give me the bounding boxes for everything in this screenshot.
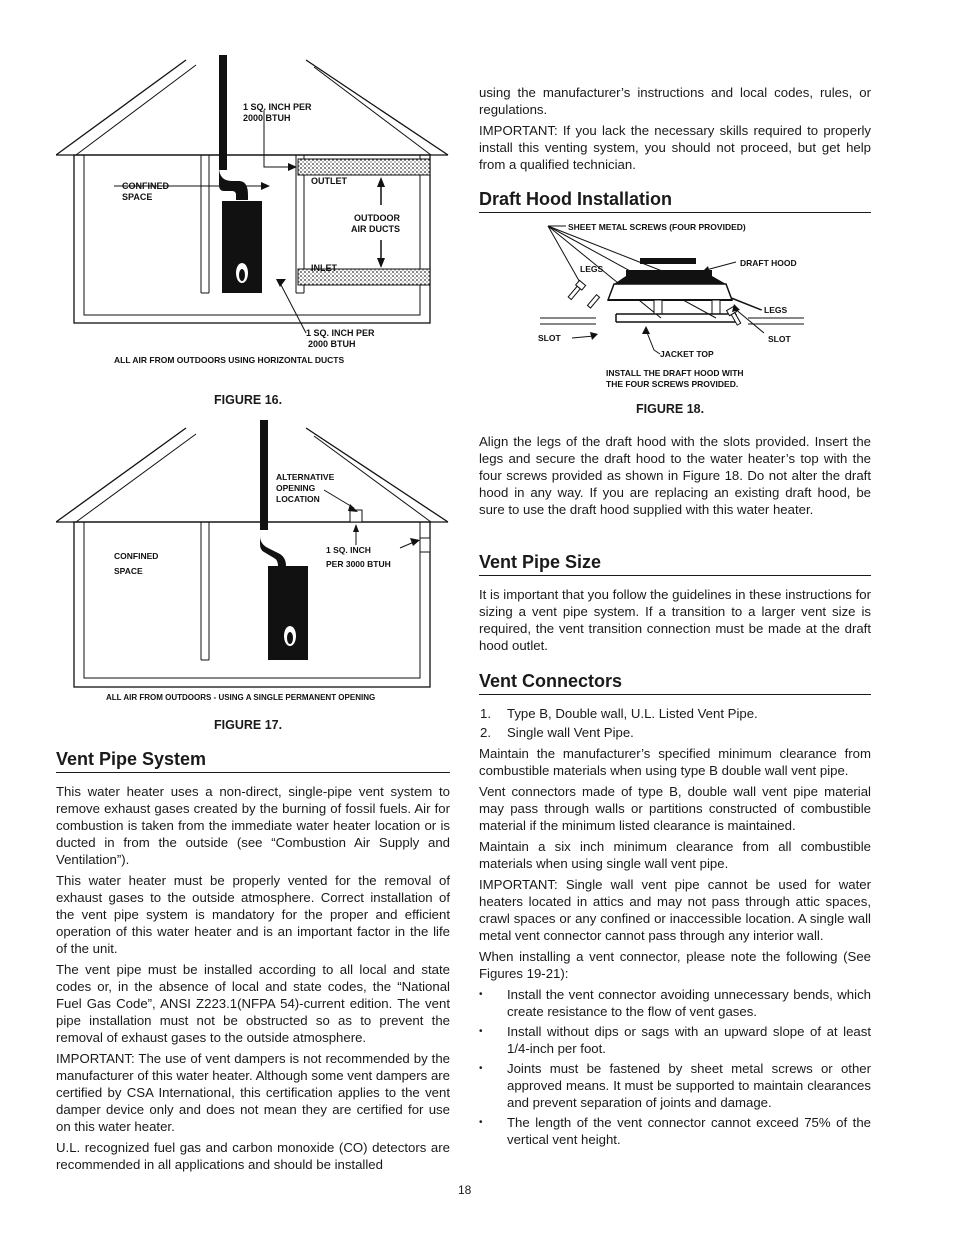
fig18-label-drafthood: DRAFT HOOD bbox=[740, 258, 797, 268]
paragraph: using the manufacturer’s instructions and local codes, rules, or regulations. bbox=[479, 85, 871, 117]
fig17-label-space: SPACE bbox=[114, 566, 143, 576]
figure-16-diagram bbox=[56, 55, 456, 375]
paragraph: This water heater uses a non-direct, single-pipe vent system to remove exhaust gases created by the burning of fossil fuels. Air for combustion is taken from the immediate water heater location or is ducted in from the outside (see “Combustion Air Supply and Ventilation”). bbox=[56, 784, 450, 867]
paragraph: This water heater must be properly vented for the removal of exhaust gases to the outside atmosphere. Correct installation of the vent pipe system is mandatory for the proper and efficient operation of this water heater and is an important factor in the life of the unit. bbox=[56, 873, 450, 956]
fig18-label-install2: THE FOUR SCREWS PROVIDED. bbox=[606, 379, 739, 389]
fig16-label-top: 1 SQ. INCH PER bbox=[243, 102, 312, 112]
fig18-label-slot2: SLOT bbox=[768, 334, 791, 344]
list-item: • Install the vent connector avoiding unnecessary bends, which create resistance to the flow of vent gases. bbox=[479, 986, 871, 1020]
fig18-label-screws: SHEET METAL SCREWS (FOUR PROVIDED) bbox=[568, 222, 746, 232]
fig16-label-confined: CONFINED bbox=[122, 181, 169, 191]
paragraph: U.L. recognized fuel gas and carbon monoxide (CO) detectors are recommended in all applications and should be installed bbox=[56, 1140, 450, 1172]
intro-section bbox=[479, 84, 871, 177]
list-item: 1. Type B, Double wall, U.L. Listed Vent Pipe. bbox=[480, 706, 758, 721]
vent-pipe-system-section bbox=[56, 748, 450, 1177]
paragraph: IMPORTANT: The use of vent dampers is not recommended by the manufacturer of this water heater. Although some vent dampers are certified by CSA International, this certification applies to the vent damper device only and does not mean they are certified for use on this water heater. bbox=[56, 1051, 450, 1134]
figure-16-caption: FIGURE 16. bbox=[214, 393, 283, 407]
paragraph: Maintain a six inch minimum clearance from all combustible materials when using single wall vent pipe. bbox=[479, 839, 871, 871]
paragraph: IMPORTANT: Single wall vent pipe cannot be used for water heaters located in attics and may not pass through attic spaces, crawl spaces or any confined or inaccessible location. A single wall metal vent connector cannot pass through any interior wall. bbox=[479, 877, 871, 943]
paragraph: It is important that you follow the guidelines in these instructions for sizing a vent pipe system. If a transition to a larger vent size is required, the vent transition connection must be made at the draft hood outlet. bbox=[479, 587, 871, 653]
fig17-label-alt1: ALTERNATIVE bbox=[276, 472, 335, 482]
fig16-label-bottom2: 2000 BTUH bbox=[308, 339, 356, 349]
page-number: 18 bbox=[458, 1183, 472, 1197]
fig18-label-install1: INSTALL THE DRAFT HOOD WITH bbox=[606, 368, 744, 378]
fig16-label-inlet: INLET bbox=[311, 263, 337, 273]
fig16-label-airducts: AIR DUCTS bbox=[351, 224, 400, 234]
fig16-label-bottom: 1 SQ. INCH PER bbox=[306, 328, 375, 338]
fig16-label-outdoor: OUTDOOR bbox=[354, 213, 400, 223]
paragraph: Vent connectors made of type B, double wall vent pipe material may pass through walls or partitions constructed of combustible material if the minimum listed clearance is maintained. bbox=[479, 784, 871, 833]
draft-hood-text bbox=[479, 433, 871, 522]
connector-bullets bbox=[479, 986, 871, 1148]
figure-18-diagram bbox=[536, 218, 836, 393]
vent-pipe-size-section bbox=[479, 551, 871, 658]
paragraph: When installing a vent connector, please note the following (See Figures 19-21): bbox=[479, 949, 871, 981]
fig17-label-sq2: PER 3000 BTUH bbox=[326, 559, 391, 569]
list-item: • The length of the vent connector cannot exceed 75% of the vertical vent height. bbox=[479, 1114, 871, 1148]
fig17-label-confined: CONFINED bbox=[114, 551, 159, 561]
fig16-label-space: SPACE bbox=[122, 192, 153, 202]
vent-pipe-size-heading: Vent Pipe Size bbox=[479, 551, 871, 576]
paragraph: Align the legs of the draft hood with the slots provided. Insert the legs and secure the draft hood to the water heater’s top with the four screws provided as shown in Figure 18. Do not alter the draft hood in any way. If you are replacing an existing draft hood, be sure to use the draft hood supplied with this water heater. bbox=[479, 434, 871, 517]
vent-connectors-heading: Vent Connectors bbox=[479, 670, 871, 695]
fig18-label-legs: LEGS bbox=[580, 264, 604, 274]
fig17-label-all: ALL AIR FROM OUTDOORS - USING A SINGLE PERMANENT OPENING bbox=[106, 693, 376, 702]
draft-hood-heading-block bbox=[479, 188, 871, 213]
paragraph: The vent pipe must be installed according to all local and state codes or, in the absence of local and state codes, the “National Fuel Gas Code”, ANSI Z223.1(NFPA 54)-current edition. The vent pipe installation must not be obstructed so as to prevent the removal of exhaust gases to the outside atmosphere. bbox=[56, 962, 450, 1045]
draft-hood-heading: Draft Hood Installation bbox=[479, 188, 871, 213]
fig18-label-jacket: JACKET TOP bbox=[660, 349, 714, 359]
paragraph: IMPORTANT: If you lack the necessary skills required to properly install this venting system, you should not proceed, but get help from a qualified technician. bbox=[479, 123, 871, 172]
list-item: 2. Single wall Vent Pipe. bbox=[480, 725, 634, 740]
fig17-label-alt3: LOCATION bbox=[276, 494, 320, 504]
list-item: • Install without dips or sags with an upward slope of at least 1/4-inch per foot. bbox=[479, 1023, 871, 1057]
figure-17-diagram bbox=[56, 420, 456, 705]
connector-type-list bbox=[479, 705, 871, 741]
fig18-label-slot: SLOT bbox=[538, 333, 561, 343]
vent-pipe-system-heading: Vent Pipe System bbox=[56, 748, 450, 773]
fig16-label-all: ALL AIR FROM OUTDOORS USING HORIZONTAL DUCTS bbox=[114, 355, 345, 365]
vent-connectors-section bbox=[479, 670, 871, 1151]
fig17-label-sq1: 1 SQ. INCH bbox=[326, 545, 371, 555]
fig16-label-outlet: OUTLET bbox=[311, 176, 347, 186]
fig18-label-legs2: LEGS bbox=[764, 305, 788, 315]
paragraph: Maintain the manufacturer’s specified minimum clearance from combustible materials when using type B double wall vent pipe. bbox=[479, 746, 871, 778]
fig17-label-alt2: OPENING bbox=[276, 483, 316, 493]
figure-18-caption: FIGURE 18. bbox=[636, 402, 705, 416]
figure-17-caption: FIGURE 17. bbox=[214, 718, 283, 732]
fig16-label-top2: 2000 BTUH bbox=[243, 113, 291, 123]
list-item: • Joints must be fastened by sheet metal screws or other approved means. It must be supported to maintain clearances and prevent separation of joints and damage. bbox=[479, 1060, 871, 1111]
